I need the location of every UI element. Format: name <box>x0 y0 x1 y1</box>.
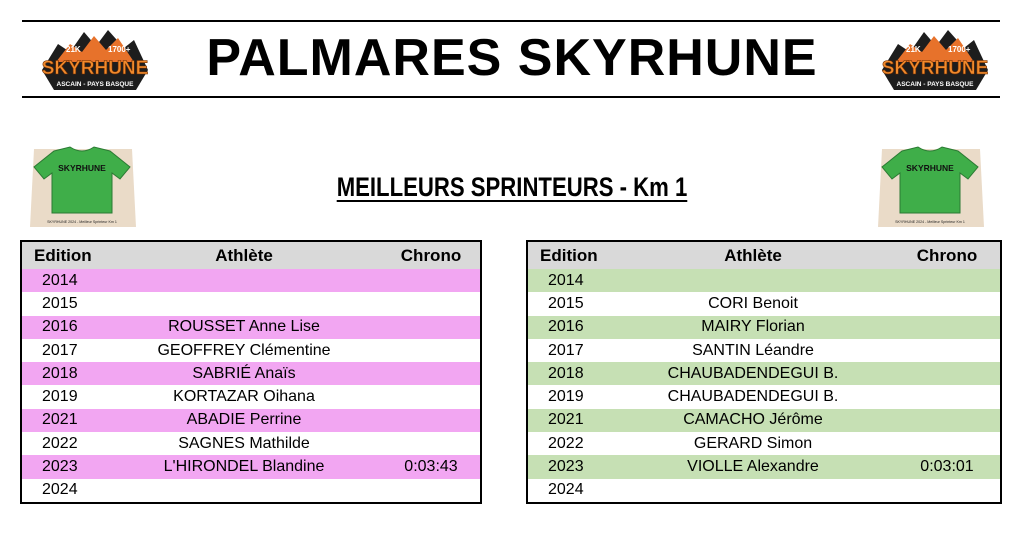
table-row <box>528 269 1000 292</box>
edition-cell: 2014 <box>548 271 584 289</box>
edition-header: Edition <box>34 245 92 265</box>
table-row <box>528 339 1000 362</box>
chrono-header: Chrono <box>400 245 462 265</box>
table-row <box>528 455 1000 478</box>
table-row <box>528 409 1000 432</box>
athlete-cell: ROUSSET Anne Lise <box>168 318 320 336</box>
table-row <box>22 362 480 385</box>
table-row <box>528 316 1000 339</box>
edition-cell: 2018 <box>548 364 584 382</box>
table-row <box>22 339 480 362</box>
table-header <box>22 242 480 269</box>
page-title: PALMARES SKYRHUNE <box>206 29 818 87</box>
athlete-cell: ABADIE Perrine <box>186 411 302 429</box>
men-results-table <box>526 240 1002 504</box>
table-row <box>22 269 480 292</box>
edition-cell: 2017 <box>42 341 78 359</box>
table-row <box>528 432 1000 455</box>
section-subtitle <box>92 172 932 203</box>
athlete-cell: VIOLLE Alexandre <box>687 458 819 476</box>
logo-top-right-text: 1700+ <box>108 45 131 54</box>
logo-tagline-text: ASCAIN - PAYS BASQUE <box>896 81 974 88</box>
athlete-cell: CHAUBADENDEGUI B. <box>667 364 839 382</box>
edition-cell: 2015 <box>42 294 78 312</box>
edition-cell: 2022 <box>548 434 584 452</box>
edition-cell: 2021 <box>548 411 584 429</box>
chrono-header: Chrono <box>916 245 978 265</box>
logo-top-left-text: 21K <box>906 45 921 54</box>
athlete-cell: GERARD Simon <box>693 434 813 452</box>
edition-cell: 2019 <box>42 388 78 406</box>
shirt-caption-text: SKYRHUNE 2024 - Meilleur Sprinteur Km 1 <box>47 220 117 224</box>
edition-cell: 2024 <box>548 481 584 499</box>
logo-top-right-text: 1700+ <box>948 45 971 54</box>
shirt-brand-text: SKYRHUNE <box>58 163 106 173</box>
logo-tagline-text: ASCAIN - PAYS BASQUE <box>56 81 134 88</box>
logo-brand-text: SKYRHUNE <box>41 58 149 79</box>
table-row <box>528 362 1000 385</box>
edition-cell: 2016 <box>42 318 78 336</box>
table-row <box>528 292 1000 315</box>
table-row <box>22 316 480 339</box>
women-results-table <box>20 240 482 504</box>
table-row <box>528 385 1000 408</box>
athlete-cell: SANTIN Léandre <box>692 341 814 359</box>
shirt-caption-text: SKYRHUNE 2024 - Meilleur Sprinteur Km 1 <box>895 220 965 224</box>
edition-cell: 2015 <box>548 294 584 312</box>
section-subtitle-text: MEILLEURS SPRINTEURS - Km 1 <box>336 172 688 202</box>
table-row <box>22 455 480 478</box>
athlete-header: Athlète <box>215 245 273 265</box>
header-bottom-rule <box>22 96 1000 98</box>
athlete-cell: CHAUBADENDEGUI B. <box>667 388 839 406</box>
edition-cell: 2023 <box>42 458 78 476</box>
logo-top-left-text: 21K <box>66 45 81 54</box>
table-row <box>22 409 480 432</box>
edition-cell: 2022 <box>42 434 78 452</box>
edition-cell: 2017 <box>548 341 584 359</box>
edition-cell: 2016 <box>548 318 584 336</box>
edition-cell: 2024 <box>42 481 78 499</box>
table-row <box>22 292 480 315</box>
edition-cell: 2018 <box>42 364 78 382</box>
table-header <box>528 242 1000 269</box>
athlete-cell: KORTAZAR Oihana <box>173 388 315 406</box>
table-row <box>22 479 480 502</box>
athlete-header: Athlète <box>724 245 782 265</box>
edition-cell: 2023 <box>548 458 584 476</box>
athlete-cell: CAMACHO Jérôme <box>683 411 823 429</box>
logo-brand-text: SKYRHUNE <box>881 58 989 79</box>
edition-cell: 2021 <box>42 411 78 429</box>
table-row <box>22 432 480 455</box>
athlete-cell: L'HIRONDEL Blandine <box>163 458 325 476</box>
athlete-cell: CORI Benoit <box>708 294 798 312</box>
table-row <box>528 479 1000 502</box>
athlete-cell: GEOFFREY Clémentine <box>157 341 331 359</box>
table-row <box>22 385 480 408</box>
edition-header: Edition <box>540 245 598 265</box>
edition-cell: 2019 <box>548 388 584 406</box>
athlete-cell: SAGNES Mathilde <box>178 434 310 452</box>
top-rule <box>22 20 1000 22</box>
chrono-cell: 0:03:43 <box>404 458 458 476</box>
athlete-cell: MAIRY Florian <box>701 318 805 336</box>
chrono-cell: 0:03:01 <box>920 458 974 476</box>
edition-cell: 2014 <box>42 271 78 289</box>
athlete-cell: SABRIÉ Anaïs <box>192 364 296 382</box>
shirt-brand-text: SKYRHUNE <box>906 163 954 173</box>
